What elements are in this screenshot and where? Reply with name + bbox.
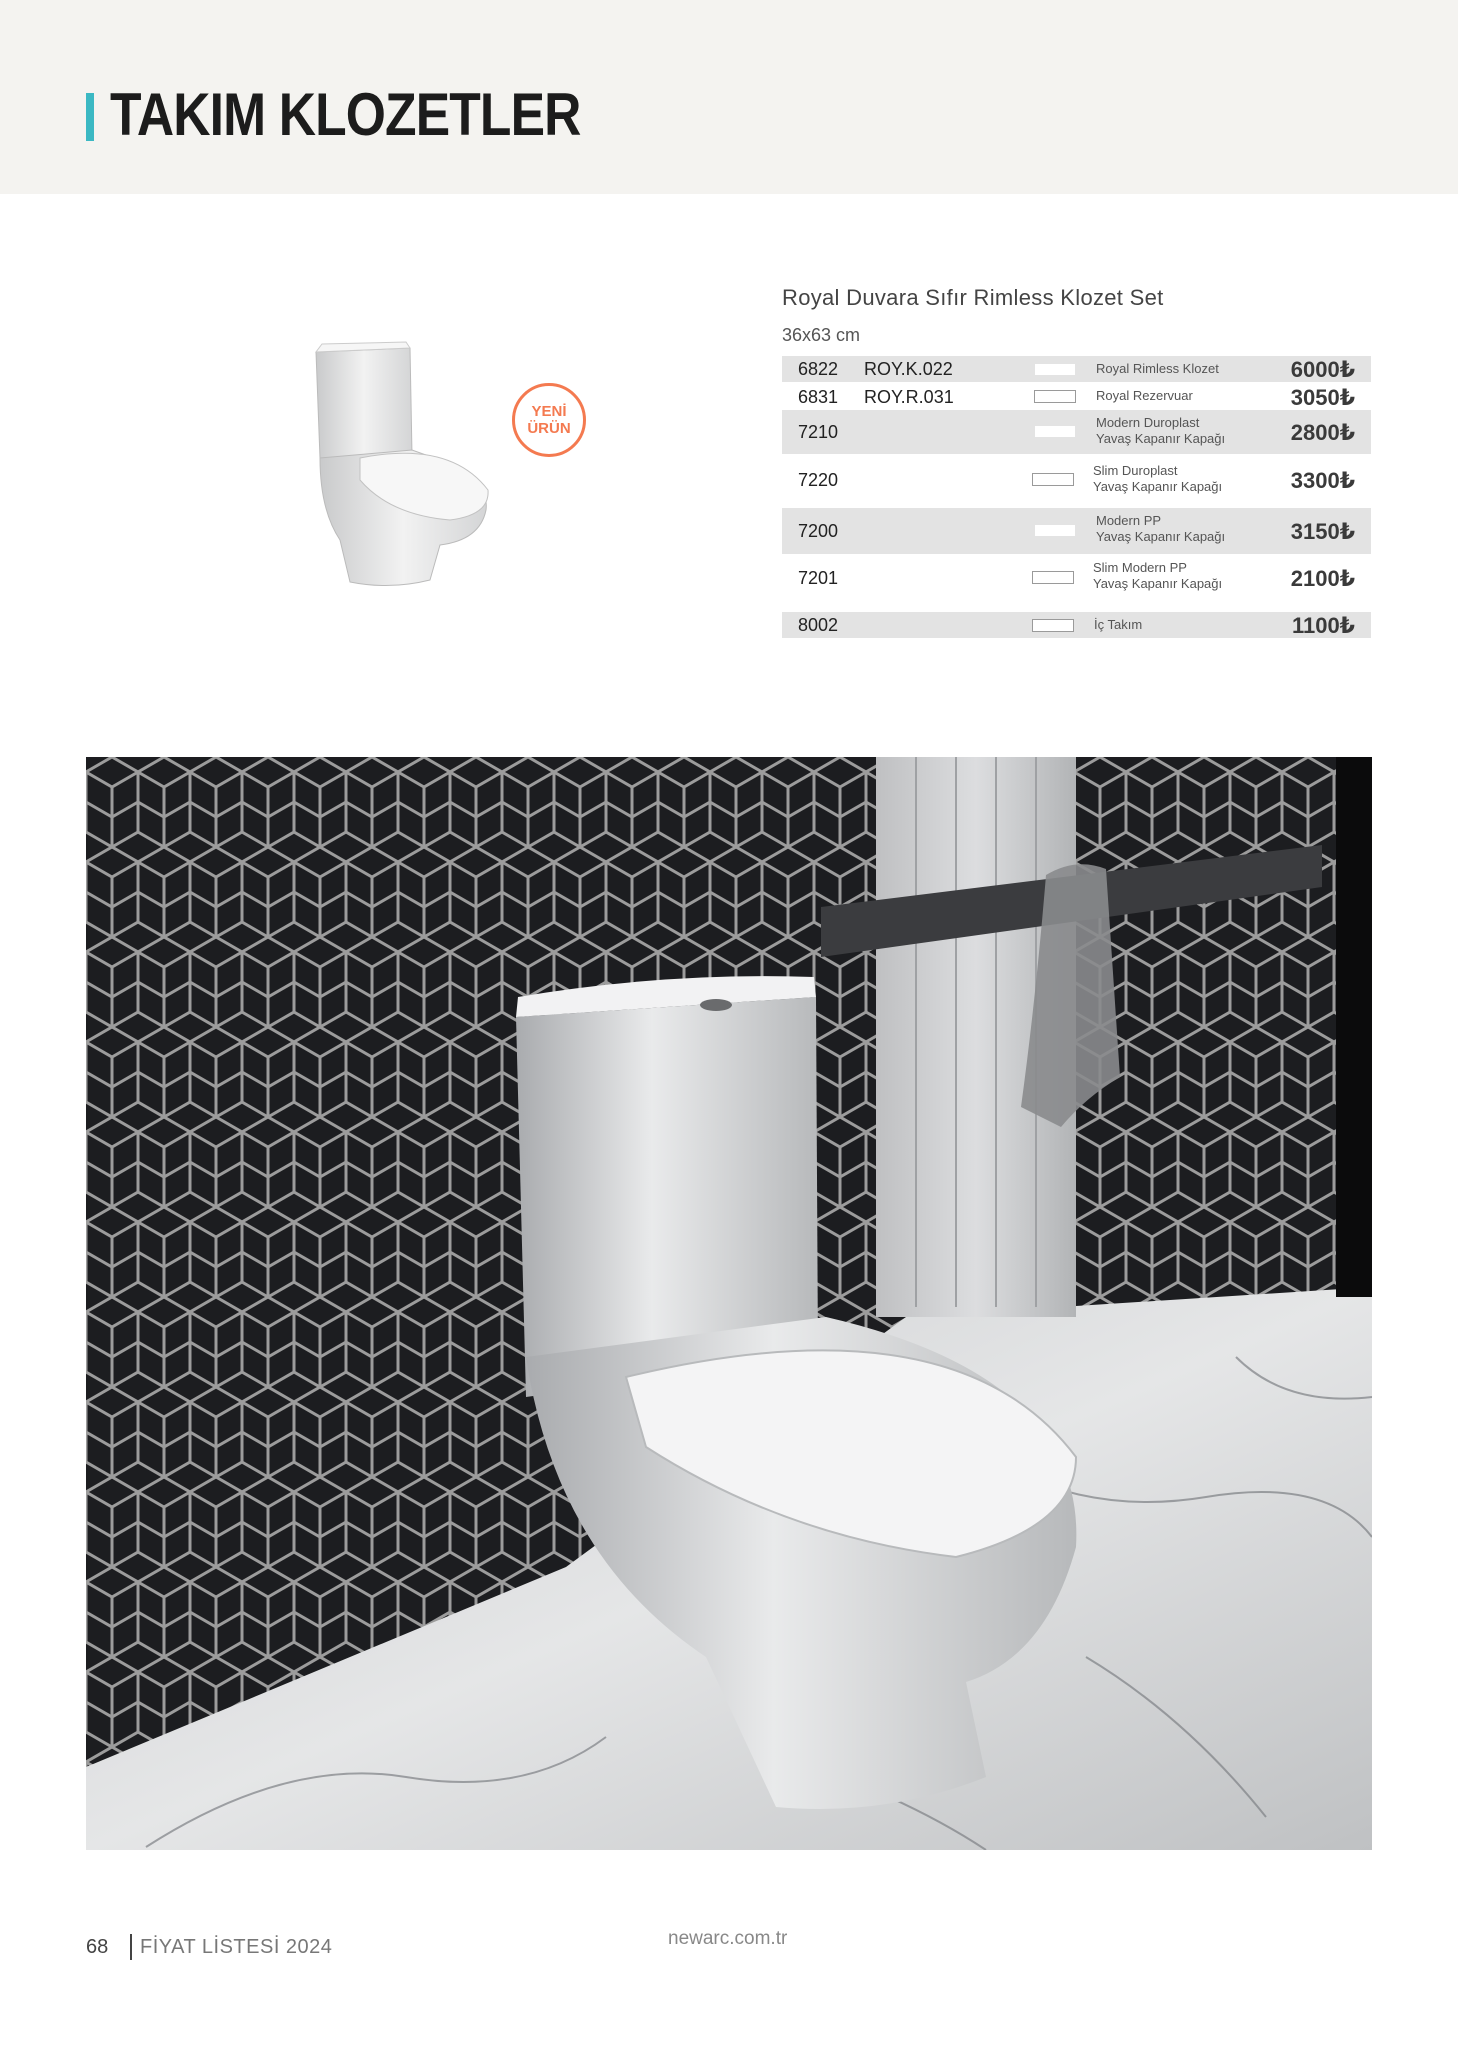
product-price: 2100₺ xyxy=(1290,566,1355,591)
product-swatch xyxy=(1034,425,1076,438)
badge-line-2: ÜRÜN xyxy=(527,420,571,437)
bathroom-photo xyxy=(86,757,1372,1850)
product-swatch xyxy=(1034,524,1076,537)
product-desc-1: Royal Rezervuar xyxy=(1096,388,1193,403)
product-desc-1: Slim Modern PP xyxy=(1093,560,1187,575)
price-row xyxy=(782,410,1371,454)
product-code: 6822 xyxy=(798,359,839,379)
new-product-badge xyxy=(512,383,586,457)
page-title: TAKIM KLOZETLER xyxy=(110,81,581,148)
price-row xyxy=(782,382,1371,410)
page-header xyxy=(0,0,1458,194)
price-row xyxy=(782,612,1371,638)
product-code: 6831 xyxy=(798,387,839,407)
product-desc-1: Royal Rimless Klozet xyxy=(1096,361,1219,376)
product-desc-1: Modern PP xyxy=(1096,513,1162,528)
product-code: 7220 xyxy=(798,470,839,490)
product-swatch xyxy=(1034,390,1076,403)
title-accent-bar xyxy=(86,93,94,141)
product-swatch xyxy=(1032,571,1074,584)
price-row xyxy=(782,356,1371,382)
product-ref: ROY.R.031 xyxy=(864,387,954,407)
footer-label: FİYAT LİSTESİ 2024 xyxy=(140,1936,333,1958)
product-code: 7210 xyxy=(798,422,839,442)
product-price: 6000₺ xyxy=(1290,357,1355,382)
product-price: 3050₺ xyxy=(1290,385,1355,410)
product-desc-2: Yavaş Kapanır Kapağı xyxy=(1096,431,1226,446)
product-desc-2: Yavaş Kapanır Kapağı xyxy=(1093,576,1223,591)
product-desc-1: İç Takım xyxy=(1094,617,1143,632)
footer-separator xyxy=(130,1934,132,1960)
footer-website[interactable]: newarc.com.tr xyxy=(668,1928,788,1949)
product-desc-1: Modern Duroplast xyxy=(1096,415,1200,430)
price-row xyxy=(782,460,1371,504)
product-swatch xyxy=(1032,619,1074,632)
product-price: 1100₺ xyxy=(1291,613,1355,638)
badge-line-1: YENİ xyxy=(531,403,567,420)
price-row xyxy=(782,556,1371,602)
price-table xyxy=(782,356,1371,638)
product-price: 3150₺ xyxy=(1290,519,1355,544)
product-desc-1: Slim Duroplast xyxy=(1093,463,1178,478)
product-code: 7200 xyxy=(798,521,839,541)
page-number: 68 xyxy=(86,1936,109,1958)
product-swatch xyxy=(1034,363,1076,376)
product-code: 8002 xyxy=(798,615,839,635)
product-name: Royal Duvara Sıfır Rimless Klozet Set xyxy=(782,285,1164,310)
product-size: 36x63 cm xyxy=(782,325,861,345)
product-code: 7201 xyxy=(798,568,839,588)
product-ref: ROY.K.022 xyxy=(864,359,953,379)
price-row xyxy=(782,508,1371,554)
product-swatch xyxy=(1032,473,1074,486)
product-price: 2800₺ xyxy=(1290,420,1355,445)
product-price: 3300₺ xyxy=(1290,468,1355,493)
product-thumbnail xyxy=(300,340,500,600)
product-desc-2: Yavaş Kapanır Kapağı xyxy=(1096,529,1226,544)
product-desc-2: Yavaş Kapanır Kapağı xyxy=(1093,479,1223,494)
